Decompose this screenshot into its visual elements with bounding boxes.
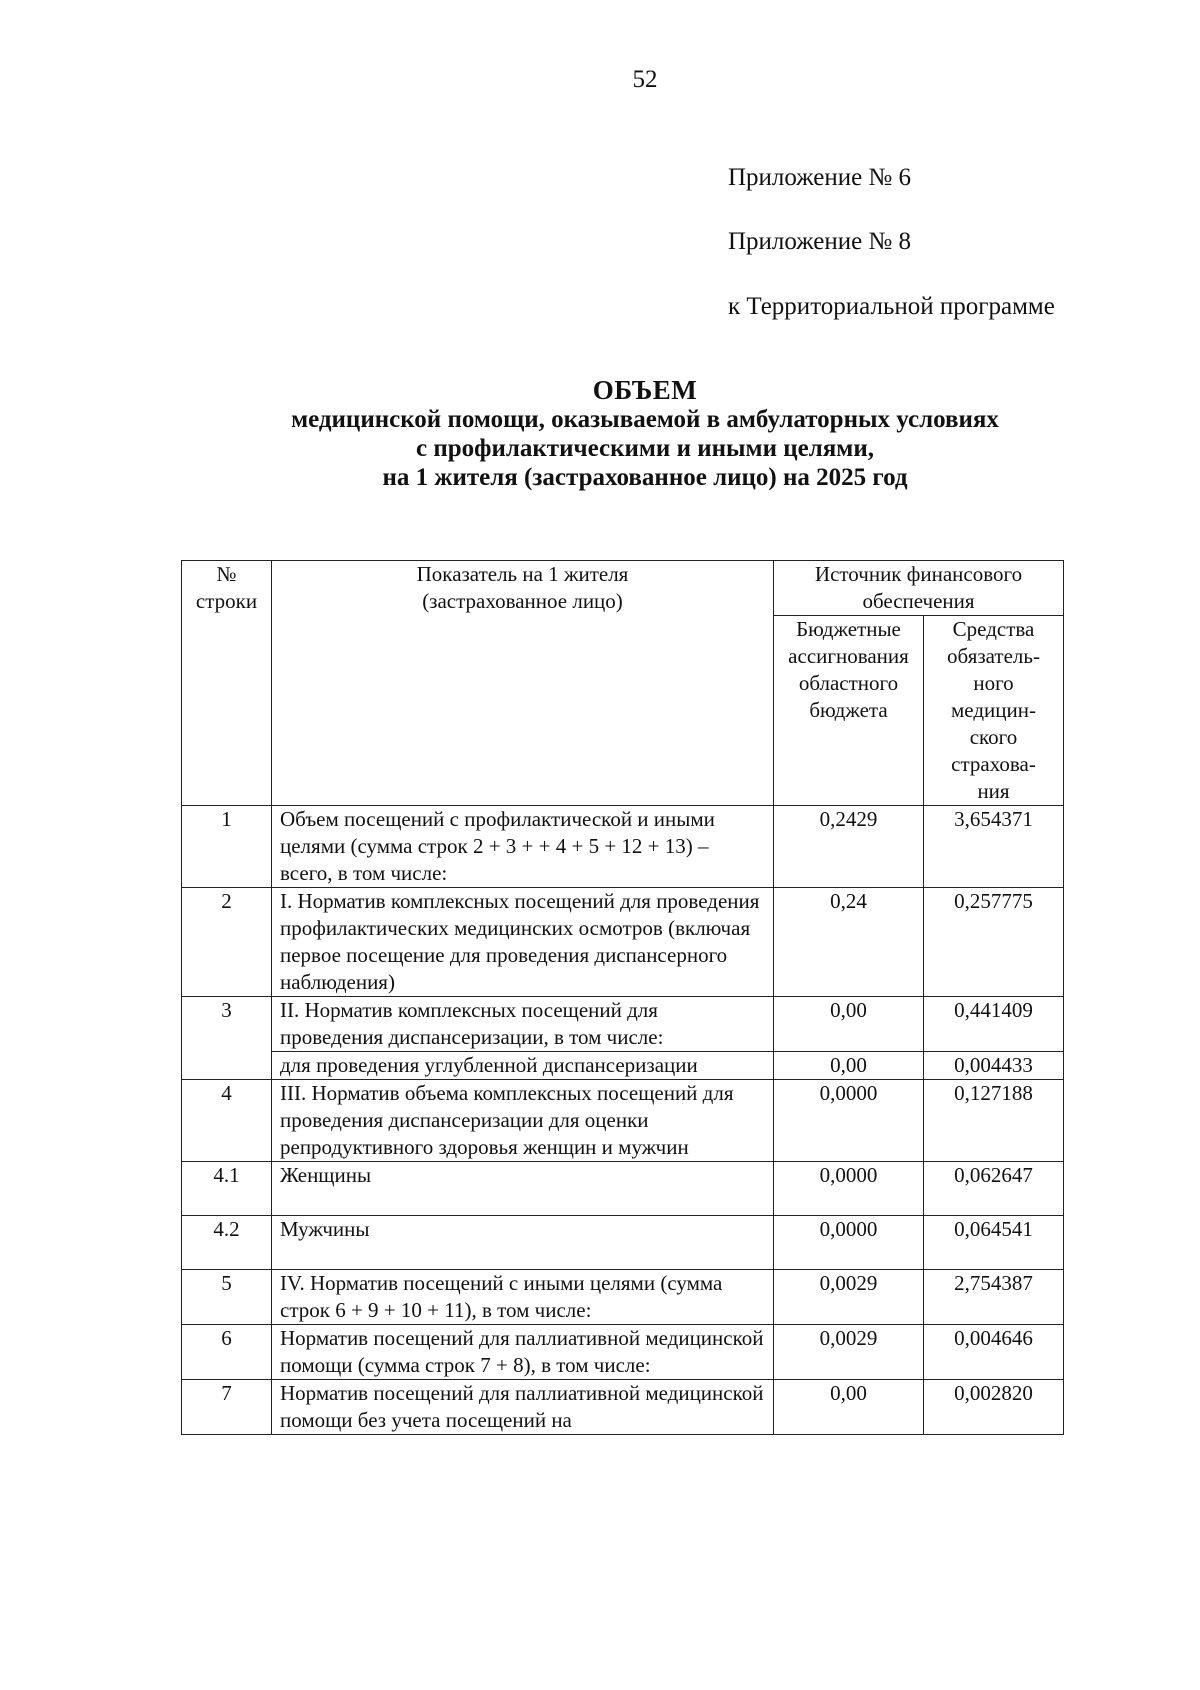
row-budget: 0,24 (774, 888, 924, 997)
row-num: 5 (182, 1270, 272, 1325)
row-num: 2 (182, 888, 272, 997)
row-budget: 0,00 (774, 1052, 924, 1080)
volume-table (181, 560, 1064, 1435)
table-header-row (182, 561, 1064, 616)
row-indicator: III. Норматив объема комплексных посещений для проведения диспансеризации для оценки репродуктивного здоровья женщин и мужчин (272, 1080, 774, 1162)
document-title (0, 376, 1200, 492)
row-indicator: для проведения углубленной диспансеризации (272, 1052, 774, 1080)
header-budget: Бюджетные ассигнования областного бюджета (774, 616, 924, 806)
appendix-line-2: Приложение № 8 (728, 228, 912, 255)
page-number: 52 (632, 66, 658, 93)
row-budget: 0,0029 (774, 1270, 924, 1325)
table-row (182, 806, 1064, 888)
appendix-line-3: к Территориальной программе (728, 293, 1055, 320)
table-row (182, 1162, 1064, 1216)
row-num: 6 (182, 1325, 272, 1380)
table-row (182, 997, 1064, 1052)
row-indicator: Норматив посещений для паллиативной медицинской помощи без учета посещений на (272, 1380, 774, 1435)
row-indicator: I. Норматив комплексных посещений для проведения профилактических медицинских осмотров (включая первое посещение для проведения диспансерного наблюдения) (272, 888, 774, 997)
row-budget: 0,0000 (774, 1080, 924, 1162)
row-budget: 0,0000 (774, 1162, 924, 1216)
row-oms: 2,754387 (924, 1270, 1064, 1325)
row-oms: 0,004433 (924, 1052, 1064, 1080)
row-indicator: Норматив посещений для паллиативной медицинской помощи (сумма строк 7 + 8), в том числе: (272, 1325, 774, 1380)
row-budget: 0,00 (774, 997, 924, 1052)
row-indicator: Объем посещений с профилактической и иными целями (сумма строк 2 + 3 + + 4 + 5 + 12 + 13) – всего, в том числе: (272, 806, 774, 888)
title-main: ОБЪЕМ (592, 375, 698, 405)
row-budget: 0,0000 (774, 1216, 924, 1270)
row-oms: 0,004646 (924, 1325, 1064, 1380)
title-line-1: медицинской помощи, оказываемой в амбулаторных условиях (291, 406, 999, 433)
row-budget: 0,0029 (774, 1325, 924, 1380)
row-budget: 0,2429 (774, 806, 924, 888)
row-indicator: II. Норматив комплексных посещений для проведения диспансеризации, в том числе: (272, 997, 774, 1052)
row-num: 1 (182, 806, 272, 888)
title-line-2: с профилактическими и иными целями, (416, 435, 874, 462)
table-row (182, 1325, 1064, 1380)
table-row (182, 1270, 1064, 1325)
row-indicator: IV. Норматив посещений с иными целями (сумма строк 6 + 9 + 10 + 11), в том числе: (272, 1270, 774, 1325)
row-oms: 0,127188 (924, 1080, 1064, 1162)
header-source: Источник финансового обеспечения (774, 561, 1064, 616)
row-num: 4.2 (182, 1216, 272, 1270)
row-num: 3 (182, 997, 272, 1080)
header-num: № строки (182, 561, 272, 806)
row-oms: 0,441409 (924, 997, 1064, 1052)
table-row (182, 1380, 1064, 1435)
row-oms: 0,257775 (924, 888, 1064, 997)
table-row (182, 1216, 1064, 1270)
row-oms: 0,064541 (924, 1216, 1064, 1270)
table-row (182, 1052, 1064, 1080)
appendix-line-1: Приложение № 6 (728, 164, 912, 191)
row-oms: 3,654371 (924, 806, 1064, 888)
row-budget: 0,00 (774, 1380, 924, 1435)
row-indicator: Мужчины (272, 1216, 774, 1270)
row-oms: 0,002820 (924, 1380, 1064, 1435)
row-num: 7 (182, 1380, 272, 1435)
row-num: 4.1 (182, 1162, 272, 1216)
row-indicator: Женщины (272, 1162, 774, 1216)
header-oms: Средства обязатель- ного медицин- ского страхова- ния (924, 616, 1064, 806)
header-indicator: Показатель на 1 жителя (застрахованное лицо) (272, 561, 774, 806)
table-row (182, 1080, 1064, 1162)
row-oms: 0,062647 (924, 1162, 1064, 1216)
title-line-3: на 1 жителя (застрахованное лицо) на 2025 год (382, 464, 908, 491)
table-row (182, 888, 1064, 997)
row-num: 4 (182, 1080, 272, 1162)
